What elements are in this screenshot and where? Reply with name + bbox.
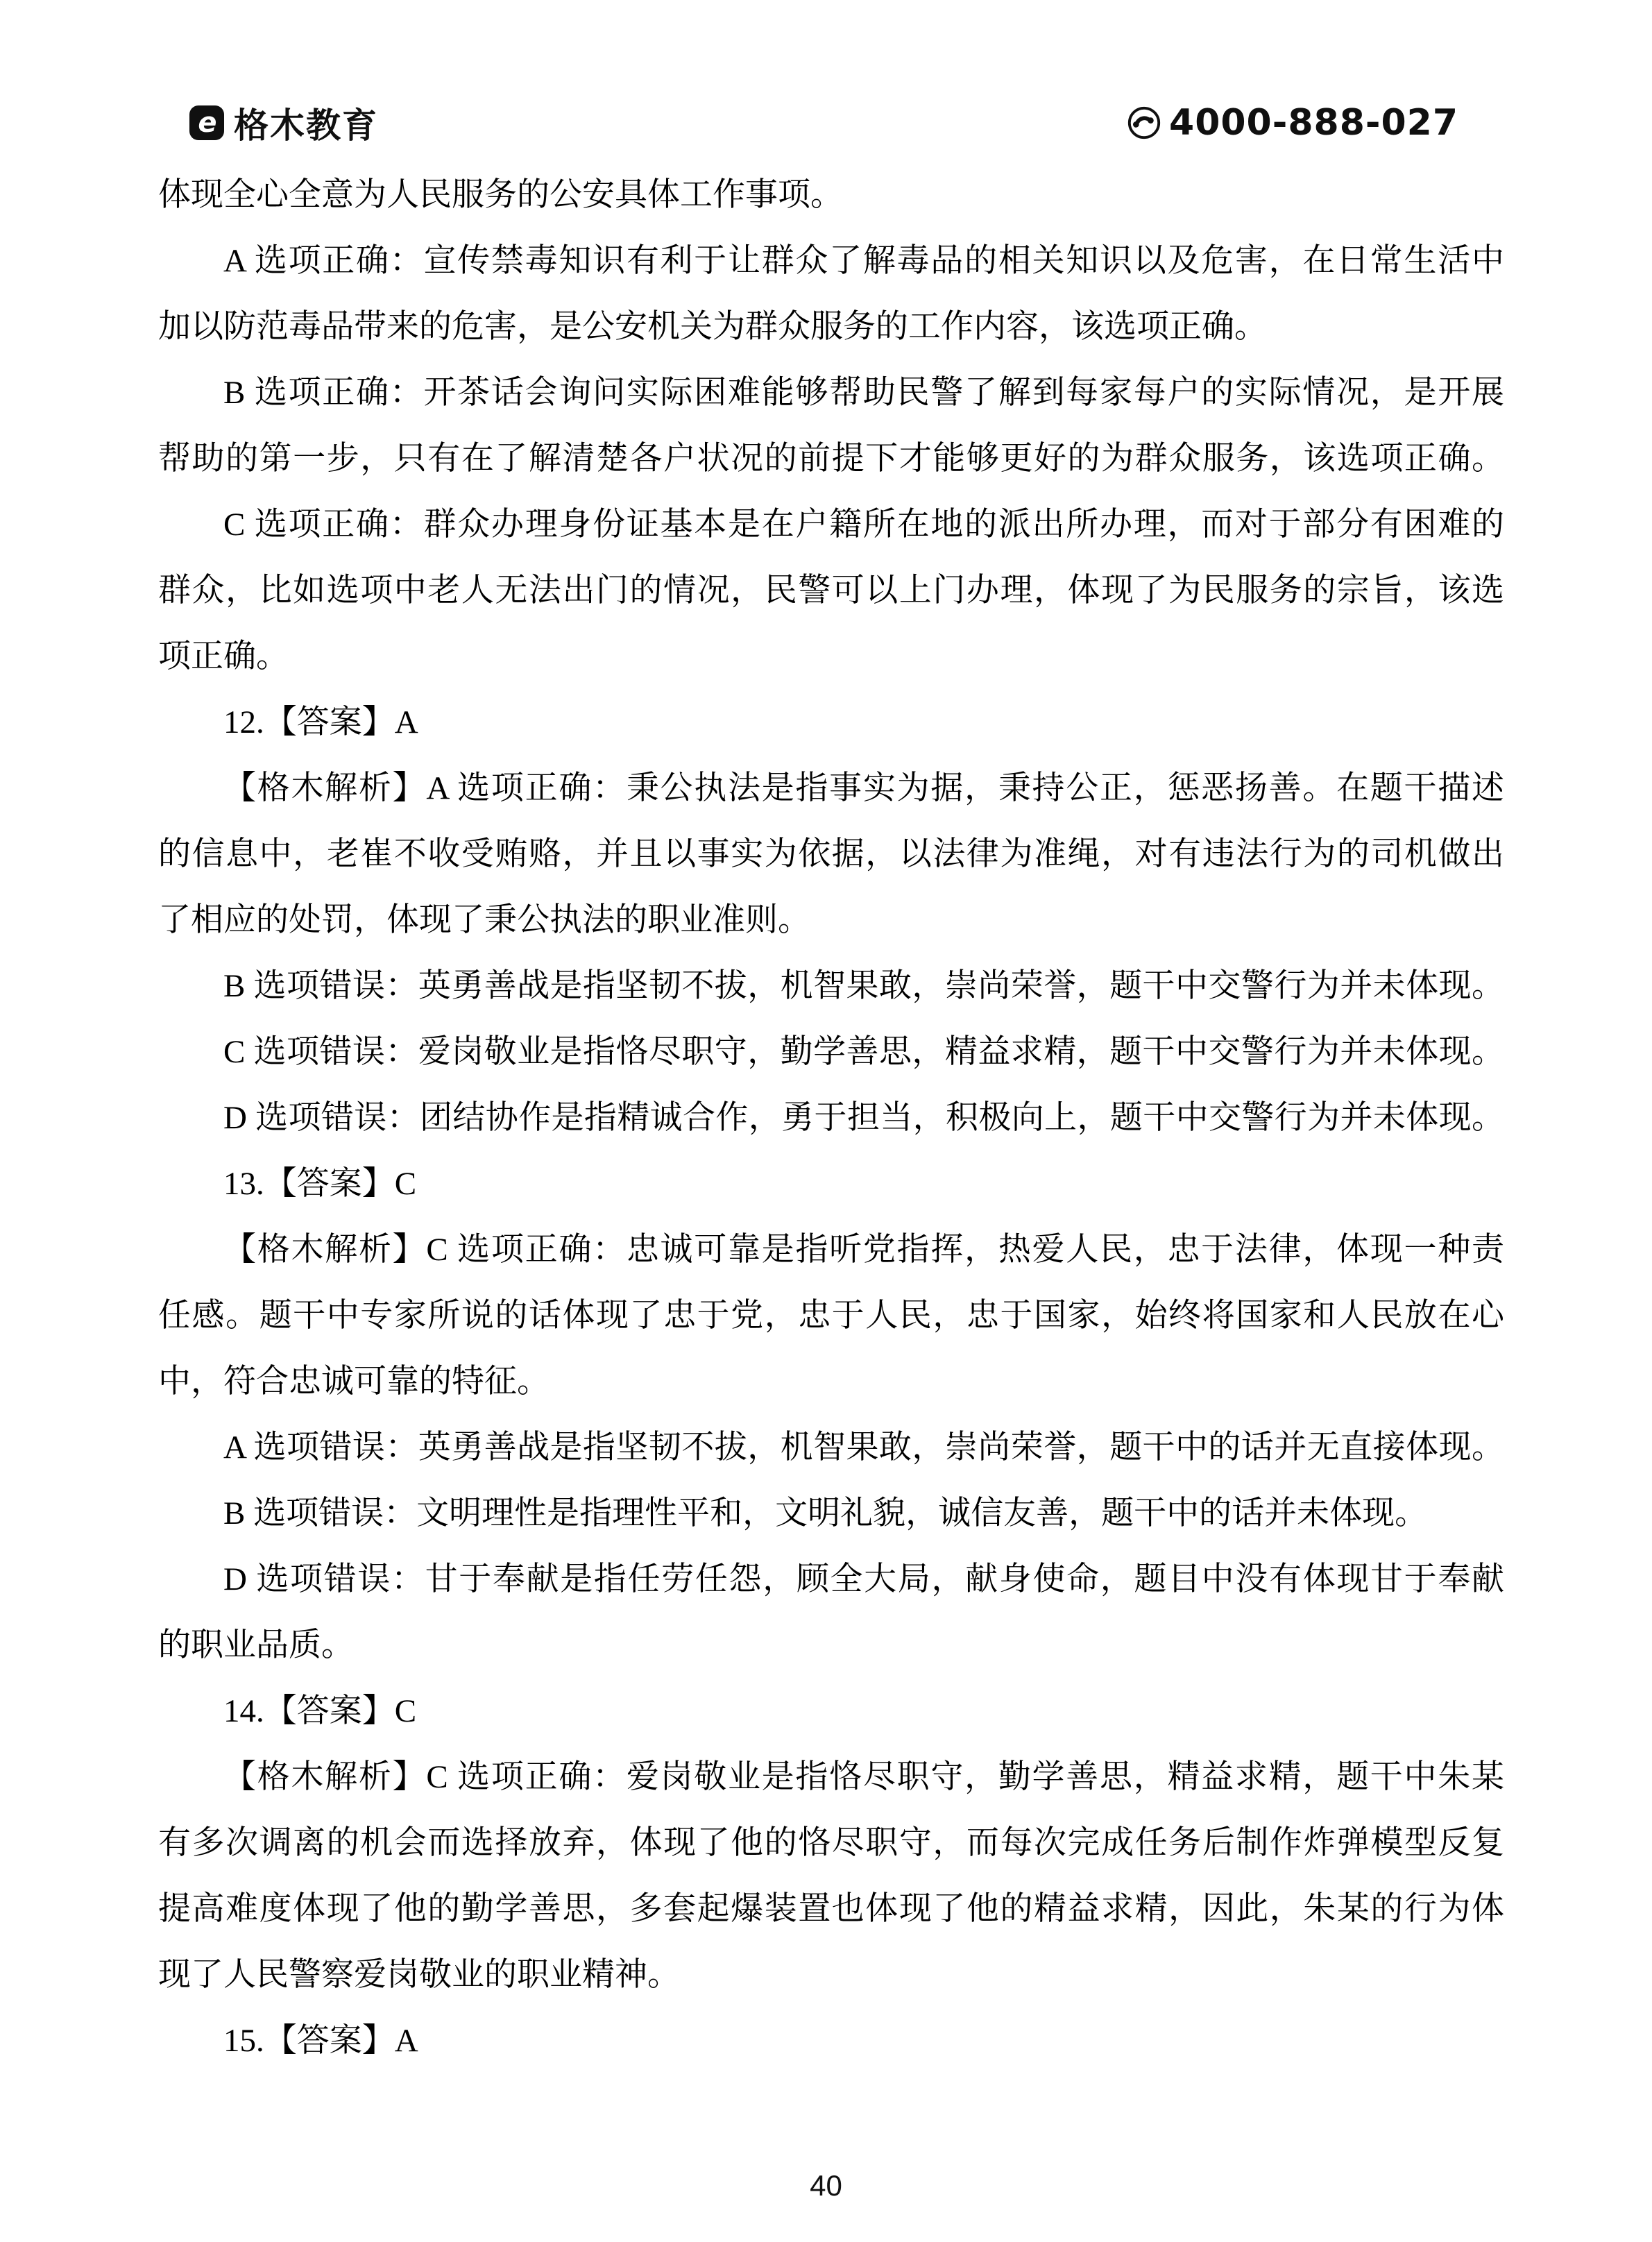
body-line: 14.【答案】C (223, 1693, 417, 1729)
body-line: A 选项错误：英勇善战是指坚韧不拔，机智果敢，崇尚荣誉，题干中的话并无直接体现。 (223, 1429, 1504, 1466)
body-line: D 选项错误：团结协作是指精诚合作，勇于担当，积极向上，题干中交警行为并未体现。 (223, 1100, 1504, 1136)
body-line: 现了人民警察爱岗敬业的职业精神。 (158, 1957, 680, 1993)
gemu-logo-icon (189, 105, 225, 141)
body-line: C 选项正确：群众办理身份证基本是在户籍所在地的派出所办理，而对于部分有困难的 (223, 507, 1504, 543)
body-line: 【格木解析】A 选项正确：秉公执法是指事实为据，秉持公正，惩恶扬善。在题干描述 (223, 770, 1504, 806)
body-line: B 选项错误：文明理性是指理性平和，文明礼貌，诚信友善，题干中的话并未体现。 (223, 1495, 1428, 1531)
body-line: 【格木解析】C 选项正确：爱岗敬业是指恪尽职守，勤学善思，精益求精，题干中朱某 (223, 1759, 1504, 1795)
svg-text:e: e (198, 107, 217, 139)
body-line: 的信息中，老崔不收受贿赂，并且以事实为依据，以法律为准绳，对有违法行为的司机做出 (158, 836, 1504, 872)
phone-contact (1126, 102, 1458, 144)
page-footer (0, 2169, 1652, 2202)
body-line: C 选项错误：爱岗敬业是指恪尽职守，勤学善思，精益求精，题干中交警行为并未体现。 (223, 1034, 1504, 1070)
body-line: 13.【答案】C (223, 1166, 417, 1202)
body-line: 12.【答案】A (223, 704, 418, 740)
body-line: 项正确。 (158, 638, 289, 674)
body-line: 中，符合忠诚可靠的特征。 (158, 1364, 550, 1400)
page-number: 40 (810, 2169, 842, 2202)
body-line: 帮助的第一步，只有在了解清楚各户状况的前提下才能够更好的为群众服务，该选项正确。 (158, 441, 1504, 477)
body-line: B 选项正确：开茶话会询问实际困难能够帮助民警了解到每家每户的实际情况，是开展 (223, 375, 1504, 411)
body-line: 体现全心全意为人民服务的公安具体工作事项。 (158, 177, 843, 213)
body-line: 加以防范毒品带来的危害，是公安机关为群众服务的工作内容，该选项正确。 (158, 309, 1267, 345)
phone-icon (1126, 105, 1162, 141)
brand (189, 98, 378, 148)
body-line: 的职业品质。 (158, 1627, 354, 1663)
document-body (158, 162, 1504, 2074)
body-line: 有多次调离的机会而选择放弃，体现了他的恪尽职守，而每次完成任务后制作炸弹模型反复 (158, 1825, 1504, 1861)
page-header (189, 101, 1458, 144)
body-line: A 选项正确：宣传禁毒知识有利于让群众了解毒品的相关知识以及危害，在日常生活中 (223, 243, 1504, 279)
body-line: D 选项错误：甘于奉献是指任劳任怨，顾全大局，献身使命，题目中没有体现甘于奉献 (223, 1561, 1504, 1597)
body-line: 了相应的处罚，体现了秉公执法的职业准则。 (158, 902, 810, 938)
body-line: 群众，比如选项中老人无法出门的情况，民警可以上门办理，体现了为民服务的宗旨，该选 (158, 572, 1504, 609)
phone-number: 4000-888-027 (1169, 102, 1458, 144)
body-line: 任感。题干中专家所说的话体现了忠于党，忠于人民，忠于国家，始终将国家和人民放在心 (158, 1298, 1504, 1334)
body-line: 【格木解析】C 选项正确：忠诚可靠是指听党指挥，热爱人民，忠于法律，体现一种责 (223, 1232, 1504, 1268)
brand-name: 格木教育 (234, 106, 378, 145)
body-line: 提高难度体现了他的勤学善思，多套起爆装置也体现了他的精益求精，因此，朱某的行为体 (158, 1891, 1504, 1927)
body-line: 15.【答案】A (223, 2023, 418, 2059)
body-line: B 选项错误：英勇善战是指坚韧不拔，机智果敢，崇尚荣誉，题干中交警行为并未体现。 (223, 968, 1504, 1004)
